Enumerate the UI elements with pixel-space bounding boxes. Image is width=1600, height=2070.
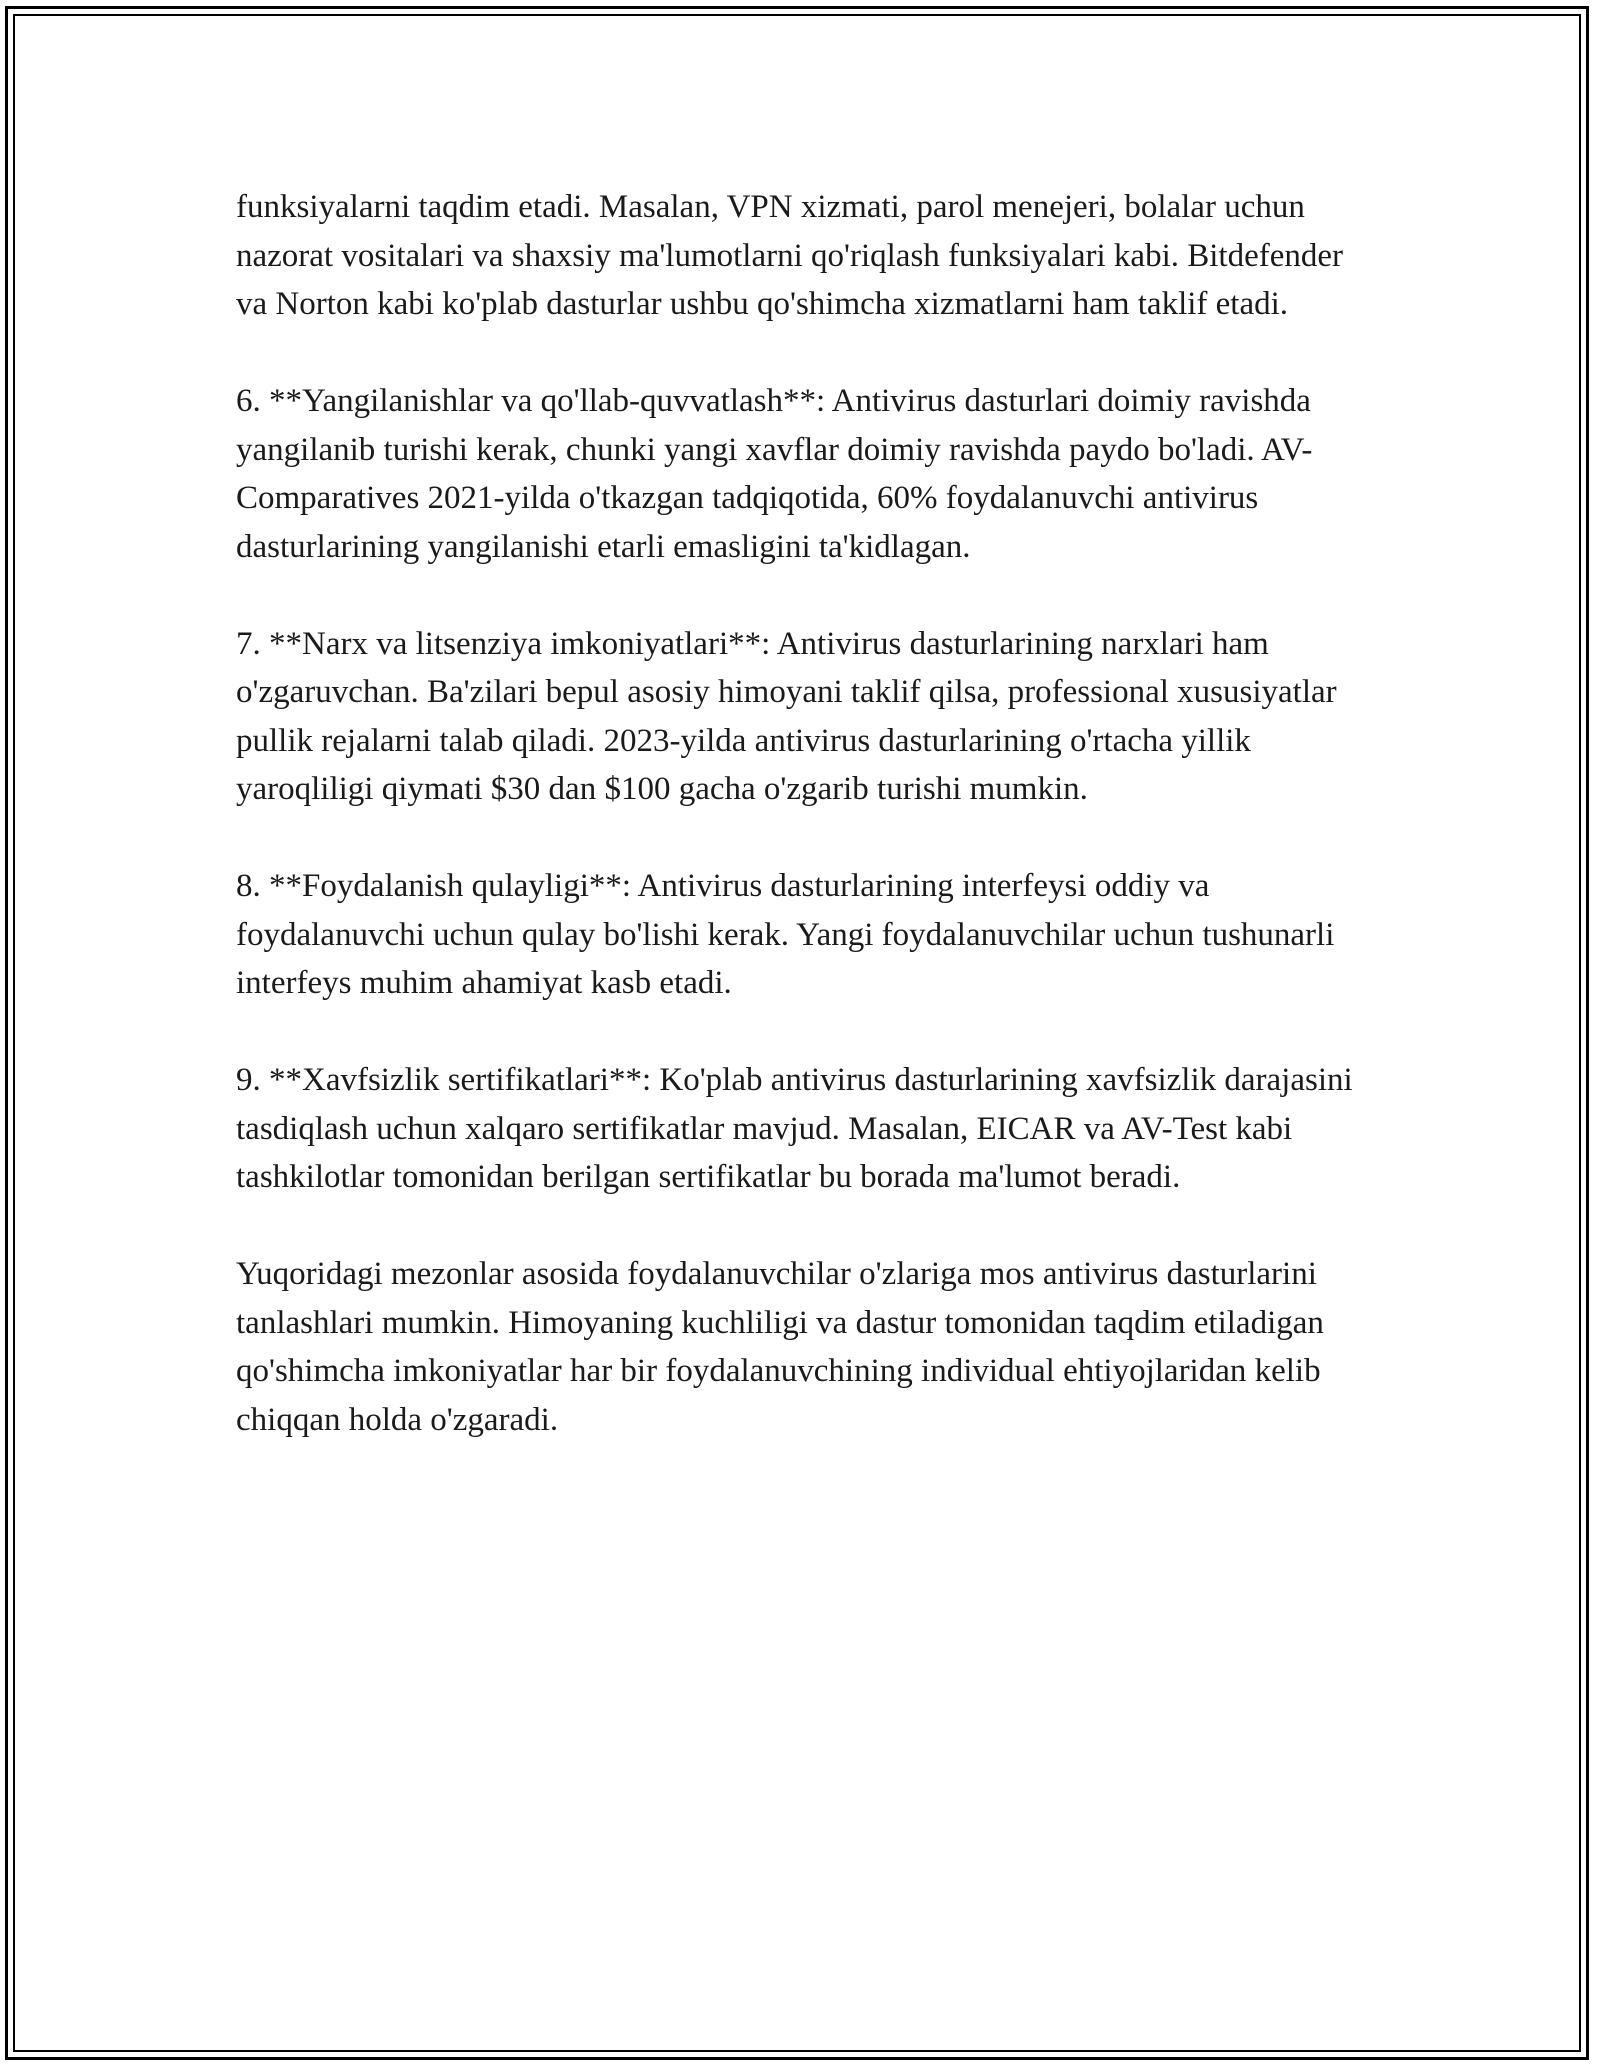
document-body — [236, 183, 1376, 1444]
paragraph-additional-features: funksiyalarni taqdim etadi. Masalan, VPN xizmati, parol menejeri, bolalar uchun nazorat vositalari va shaxsiy ma'lumotlarni qo'riqlash funksiyalari kabi. Bitdefender va Norton kabi ko'plab dasturlar ushbu qo'shimcha xizmatlarni ham taklif etadi. — [236, 189, 1343, 322]
paragraph-security-certificates: 9. **Xavfsizlik sertifikatlari**: Ko'plab antivirus dasturlarining xavfsizlik darajasini tasdiqlash uchun xalqaro sertifikatlar mavjud. Masalan, EICAR va AV-Test kabi tashkilotlar tomonidan berilgan sertifikatlar bu borada ma'lumot beradi. — [236, 1062, 1353, 1195]
paragraph-updates-support: 6. **Yangilanishlar va qo'llab-quvvatlash**: Antivirus dasturlari doimiy ravishda yangilanib turishi kerak, chunki yangi xavflar doimiy ravishda paydo bo'ladi. AV-Comparatives 2021-yilda o'tkazgan tadqiqotida, 60% foydalanuvchi antivirus dasturlarining yangilanishi etarli emasligini ta'kidlagan. — [236, 383, 1313, 565]
paragraph-usability: 8. **Foydalanish qulayligi**: Antivirus dasturlarining interfeysi oddiy va foydalanuvchi uchun qulay bo'lishi kerak. Yangi foydalanuvchilar uchun tushunarli interfeys muhim ahamiyat kasb etadi. — [236, 868, 1335, 1001]
paragraph-price-licensing: 7. **Narx va litsenziya imkoniyatlari**: Antivirus dasturlarining narxlari ham o'zgaruvchan. Ba'zilari bepul asosiy himoyani taklif qilsa, professional xususiyatlar pullik rejalarni talab qiladi. 2023-yilda antivirus dasturlarining o'rtacha yillik yaroqliligi qiymati $30 dan $100 gacha o'zgarib turishi mumkin. — [236, 625, 1337, 807]
paragraph-conclusion: Yuqoridagi mezonlar asosida foydalanuvchilar o'zlariga mos antivirus dasturlarini tanlashlari mumkin. Himoyaning kuchliligi va dastur tomonidan taqdim etiladigan qo'shimcha imkoniyatlar har bir foydalanuvchining individual ehtiyojlaridan kelib chiqqan holda o'zgaradi. — [236, 1256, 1324, 1438]
